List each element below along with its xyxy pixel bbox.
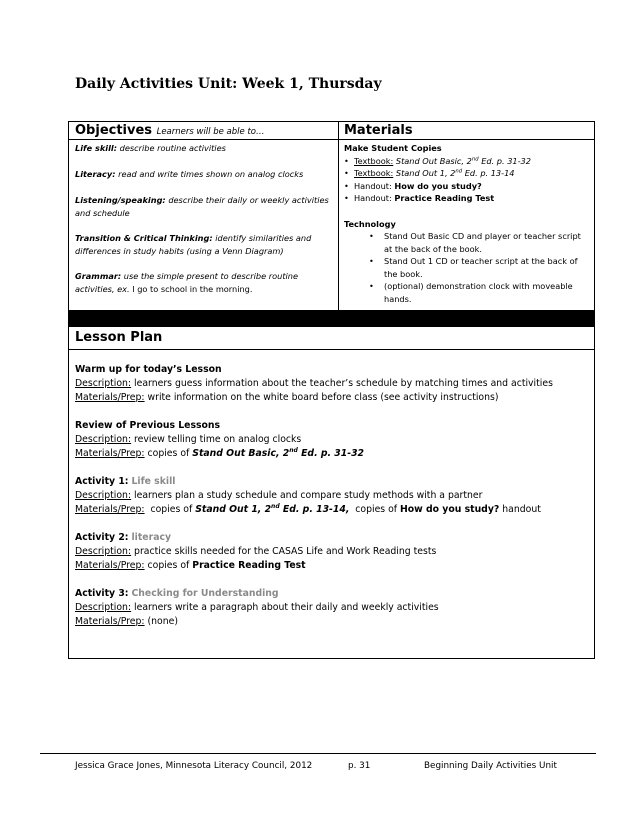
item-prefix: Textbook:	[354, 155, 394, 166]
activity-1-materials	[75, 503, 590, 517]
objective-label: Literacy:	[75, 168, 116, 179]
materials-text: handout	[499, 504, 541, 515]
student-copies-title: Make Student Copies	[344, 143, 442, 153]
warmup-description	[75, 377, 590, 391]
description-label: Description:	[75, 490, 132, 501]
item-prefix: Textbook:	[354, 168, 394, 178]
materials-header: Materials	[344, 123, 413, 138]
activity-3-description	[75, 601, 590, 615]
item-prefix: Handout:	[354, 180, 392, 191]
description-label: Description:	[75, 546, 132, 557]
objective-label: Listening/speaking:	[75, 195, 166, 205]
materials-text: copies of	[144, 448, 193, 459]
materials-book: Stand Out Basic, 2	[192, 448, 290, 459]
objective-transition	[75, 232, 333, 257]
item-text: Stand Out 1, 2	[393, 168, 456, 178]
materials-sup: nd	[271, 502, 280, 510]
objectives-materials-table	[68, 121, 595, 311]
materials-pages: Ed. p. 13-14,	[279, 504, 350, 515]
activity-tag: Life skill	[131, 476, 176, 487]
review-title: Review of Previous Lessons	[75, 420, 221, 431]
column-divider	[338, 122, 339, 310]
materials-label: Materials/Prep:	[75, 448, 145, 459]
objective-text: use the simple present to describe routine activities, ex.	[75, 271, 299, 294]
lesson-plan-box	[68, 327, 595, 659]
objective-literacy	[75, 168, 333, 181]
activity-3-title	[75, 587, 590, 601]
materials-label: Materials/Prep:	[75, 560, 145, 571]
item-text: Stand Out Basic CD and player or teacher script at the back of the book.	[384, 231, 581, 254]
item-sup: nd	[471, 155, 479, 162]
description-text: practice skills needed for the CASAS Life and Work Reading tests	[131, 546, 437, 557]
activity-1-section	[75, 475, 590, 517]
objective-listening-speaking	[75, 194, 333, 219]
technology-list	[344, 230, 589, 305]
item-prefix: Handout:	[354, 193, 392, 203]
bullet-icon: •	[369, 256, 374, 266]
bullet-icon: •	[344, 180, 349, 191]
technology-title: Technology	[344, 218, 396, 229]
activity-2-title	[75, 531, 590, 545]
objective-text: describe their daily or weekly activities and schedule	[75, 195, 329, 218]
objective-grammar	[75, 270, 333, 295]
objective-text: read and write times shown on analog clocks	[115, 168, 304, 179]
objective-text: identify similarities and differences in study habits (using a Venn Diagram)	[75, 233, 312, 256]
student-copy-item	[344, 167, 589, 180]
materials-label: Materials/Prep:	[75, 616, 145, 627]
bullet-icon: •	[344, 168, 349, 178]
lesson-plan-body	[75, 363, 590, 643]
footer-rule	[40, 753, 596, 754]
activity-3-section	[75, 587, 590, 629]
item-sup: nd	[455, 168, 463, 175]
footer-page-number: p. 31	[348, 761, 371, 771]
materials-label: Materials/Prep:	[75, 504, 145, 515]
lesson-plan-rule	[69, 349, 594, 350]
objective-text: describe routine activities	[117, 143, 226, 153]
objectives-subtitle: Learners will be able to…	[156, 127, 265, 137]
student-copies-list	[344, 155, 589, 205]
bullet-icon: •	[369, 281, 374, 291]
objective-label: Life skill:	[75, 143, 118, 153]
item-suffix: Ed. p. 13-14	[462, 168, 515, 178]
activity-3-materials	[75, 615, 590, 629]
objective-label: Grammar:	[75, 271, 122, 281]
description-label: Description:	[75, 602, 132, 613]
objective-example: I go to school in the morning.	[129, 283, 253, 294]
materials-handout: Practice Reading Test	[192, 560, 306, 571]
warmup-materials	[75, 391, 590, 405]
warmup-section	[75, 363, 590, 405]
description-text: learners guess information about the teacher’s schedule by matching times and activities	[131, 378, 553, 389]
item-text: Practice Reading Test	[394, 193, 495, 203]
materials-sup: nd	[289, 446, 298, 454]
student-copy-item	[344, 155, 589, 168]
bullet-icon: •	[369, 231, 374, 241]
review-section	[75, 419, 590, 461]
activity-tag: literacy	[131, 532, 172, 543]
description-text: learners write a paragraph about their daily and weekly activities	[131, 602, 439, 613]
objectives-list	[75, 142, 333, 308]
objective-label: Transition & Critical Thinking:	[75, 233, 213, 243]
materials-text: copies of	[144, 504, 196, 515]
review-materials	[75, 447, 590, 461]
description-text: learners plan a study schedule and compare study methods with a partner	[131, 490, 483, 501]
materials-text: copies of	[349, 504, 401, 515]
materials-pages: Ed. p. 31-32	[297, 448, 365, 459]
objectives-title: Objectives	[75, 123, 153, 138]
technology-item	[344, 230, 589, 255]
objective-life-skill	[75, 142, 333, 155]
activity-label: Activity 1:	[75, 476, 129, 487]
bullet-icon: •	[344, 155, 349, 166]
activity-tag: Checking for Understanding	[131, 588, 279, 599]
activity-label: Activity 2:	[75, 532, 129, 543]
activity-2-description	[75, 545, 590, 559]
warmup-title: Warm up for today’s Lesson	[75, 364, 222, 375]
materials-book: Stand Out 1, 2	[195, 504, 272, 515]
bullet-icon: •	[344, 193, 349, 203]
description-label: Description:	[75, 378, 132, 389]
footer-unit: Beginning Daily Activities Unit	[424, 761, 557, 771]
item-text: How do you study?	[394, 180, 482, 191]
technology-item	[344, 255, 589, 280]
item-text: Stand Out Basic, 2	[393, 155, 472, 166]
student-copy-item	[344, 192, 589, 205]
lesson-plan-title: Lesson Plan	[75, 330, 163, 345]
materials-handout: How do you study?	[400, 504, 500, 515]
item-text: (optional) demonstration clock with moveable hands.	[384, 281, 573, 304]
objectives-header	[75, 123, 264, 140]
review-description	[75, 433, 590, 447]
materials-text: copies of	[144, 560, 193, 571]
activity-2-materials	[75, 559, 590, 573]
description-text: review telling time on analog clocks	[131, 434, 302, 445]
student-copy-item	[344, 180, 589, 193]
item-suffix: Ed. p. 31-32	[478, 155, 531, 166]
materials-label: Materials/Prep:	[75, 392, 145, 403]
page-title: Daily Activities Unit: Week 1, Thursday	[75, 76, 382, 92]
activity-1-description	[75, 489, 590, 503]
materials-list	[344, 142, 589, 305]
section-separator-bar	[68, 311, 595, 327]
description-label: Description:	[75, 434, 132, 445]
footer-author: Jessica Grace Jones, Minnesota Literacy Council, 2012	[75, 761, 313, 771]
activity-2-section	[75, 531, 590, 573]
materials-text: write information on the white board before class (see activity instructions)	[144, 392, 499, 403]
activity-label: Activity 3:	[75, 588, 129, 599]
technology-item	[344, 280, 589, 305]
activity-1-title	[75, 475, 590, 489]
materials-text: (none)	[144, 616, 178, 627]
item-text: Stand Out 1 CD or teacher script at the back of the book.	[384, 256, 578, 279]
